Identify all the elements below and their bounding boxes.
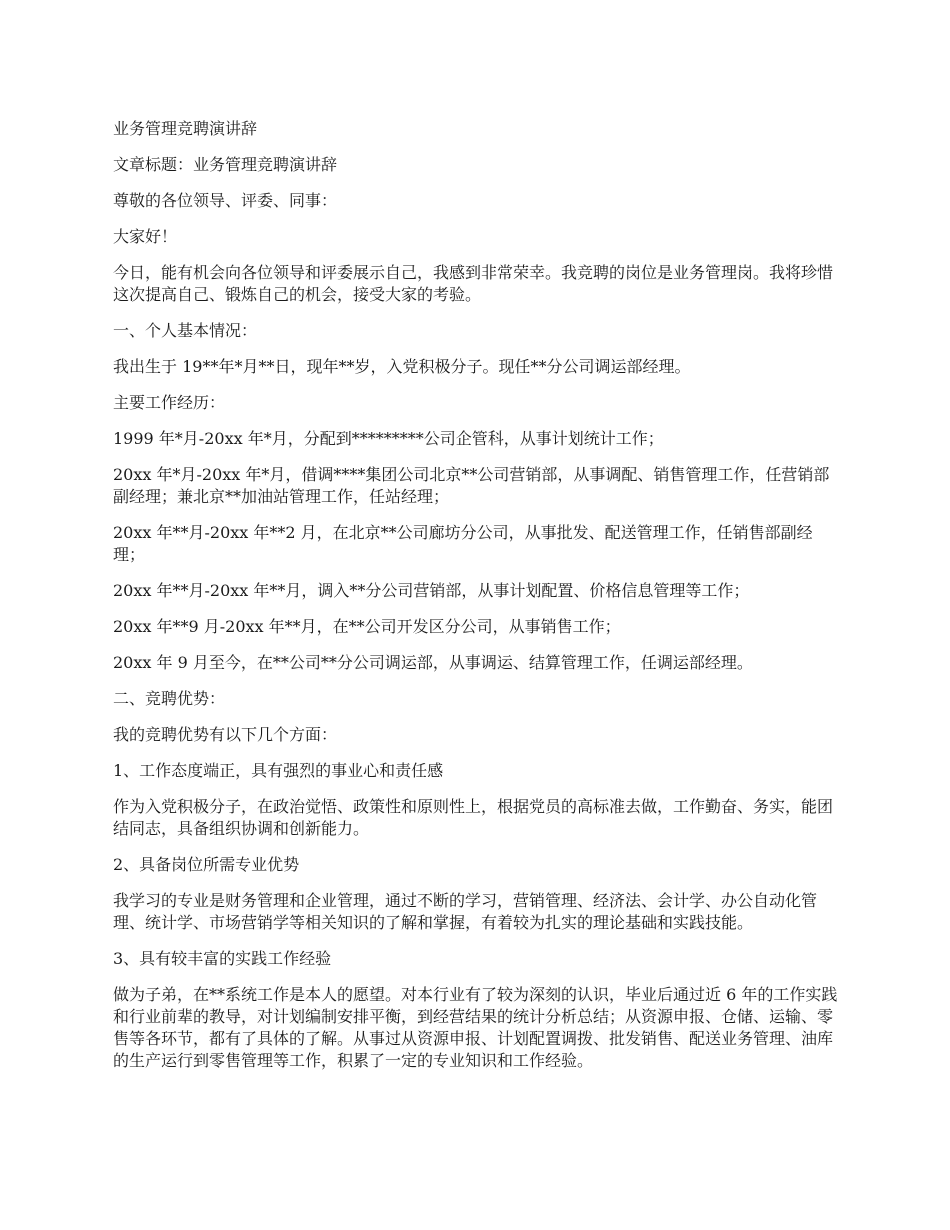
greeting: 尊敬的各位领导、评委、同事： bbox=[113, 191, 338, 210]
work-history-heading: 主要工作经历： bbox=[113, 393, 226, 412]
work-history-item: 20xx 年**9 月-20xx 年**月，在**公司开发区分公司，从事销售工作； bbox=[113, 617, 621, 636]
intro-paragraph: 今日，能有机会向各位领导和评委展示自己，我感到非常荣幸。我竞聘的岗位是业务管理岗。我将珍惜这次提高自己、锻炼自己的机会，接受大家的考验。 bbox=[113, 263, 834, 304]
section-heading-personal-info: 一、个人基本情况： bbox=[113, 321, 258, 340]
advantage-paragraph: 做为子弟，在**系统工作是本人的愿望。对本行业有了较为深刻的认识，毕业后通过近 6 年的工作实践和行业前辈的教导，对计划编制安排平衡，到经营结果的统计分析总结；从资源申报、仓储、运输、零售等各环节，都有了具体的了解。从事过从资源申报、计划配置调拨、批发销售、配送业务管理、油库的生产运行到零售管理等工作，积累了一定的专业知识和工作经验。 bbox=[113, 985, 838, 1070]
work-history-item: 1999 年*月-20xx 年*月，分配到*********公司企管科，从事计划统计工作； bbox=[113, 429, 664, 448]
hello: 大家好！ bbox=[113, 227, 178, 246]
advantage-heading: 1、工作态度端正，具有强烈的事业心和责任感 bbox=[113, 761, 444, 780]
personal-info-paragraph: 我出生于 19**年*月**日，现年**岁，入党积极分子。现任**分公司调运部经理。 bbox=[113, 357, 691, 376]
article-title: 文章标题：业务管理竞聘演讲辞 bbox=[113, 155, 338, 174]
document-page bbox=[113, 118, 843, 1086]
advantage-paragraph: 我学习的专业是财务管理和企业管理，通过不断的学习，营销管理、经济法、会计学、办公自动化管理、统计学、市场营销学等相关知识的了解和掌握，有着较为扎实的理论基础和实践技能。 bbox=[113, 891, 818, 932]
work-history-item: 20xx 年**月-20xx 年**月，调入**分公司营销部，从事计划配置、价格信息管理等工作； bbox=[113, 581, 750, 600]
work-history-item: 20xx 年**月-20xx 年**2 月，在北京**公司廊坊分公司，从事批发、配送管理工作，任销售部副经理； bbox=[113, 523, 813, 564]
document-title: 业务管理竞聘演讲辞 bbox=[113, 119, 258, 138]
advantage-paragraph: 作为入党积极分子，在政治觉悟、政策性和原则性上，根据党员的高标准去做，工作勤奋、务实，能团结同志，具备组织协调和创新能力。 bbox=[113, 797, 834, 838]
advantage-heading: 3、具有较丰富的实践工作经验 bbox=[113, 949, 332, 968]
work-history-item: 20xx 年 9 月至今，在**公司**分公司调运部，从事调运、结算管理工作，任调运部经理。 bbox=[113, 653, 753, 672]
advantage-heading: 2、具备岗位所需专业优势 bbox=[113, 855, 300, 874]
work-history-item: 20xx 年*月-20xx 年*月，借调****集团公司北京**公司营销部，从事调配、销售管理工作，任营销部副经理；兼北京**加油站管理工作，任站经理； bbox=[113, 465, 830, 506]
advantages-intro: 我的竞聘优势有以下几个方面： bbox=[113, 725, 338, 744]
section-heading-advantages: 二、竞聘优势： bbox=[113, 689, 226, 708]
